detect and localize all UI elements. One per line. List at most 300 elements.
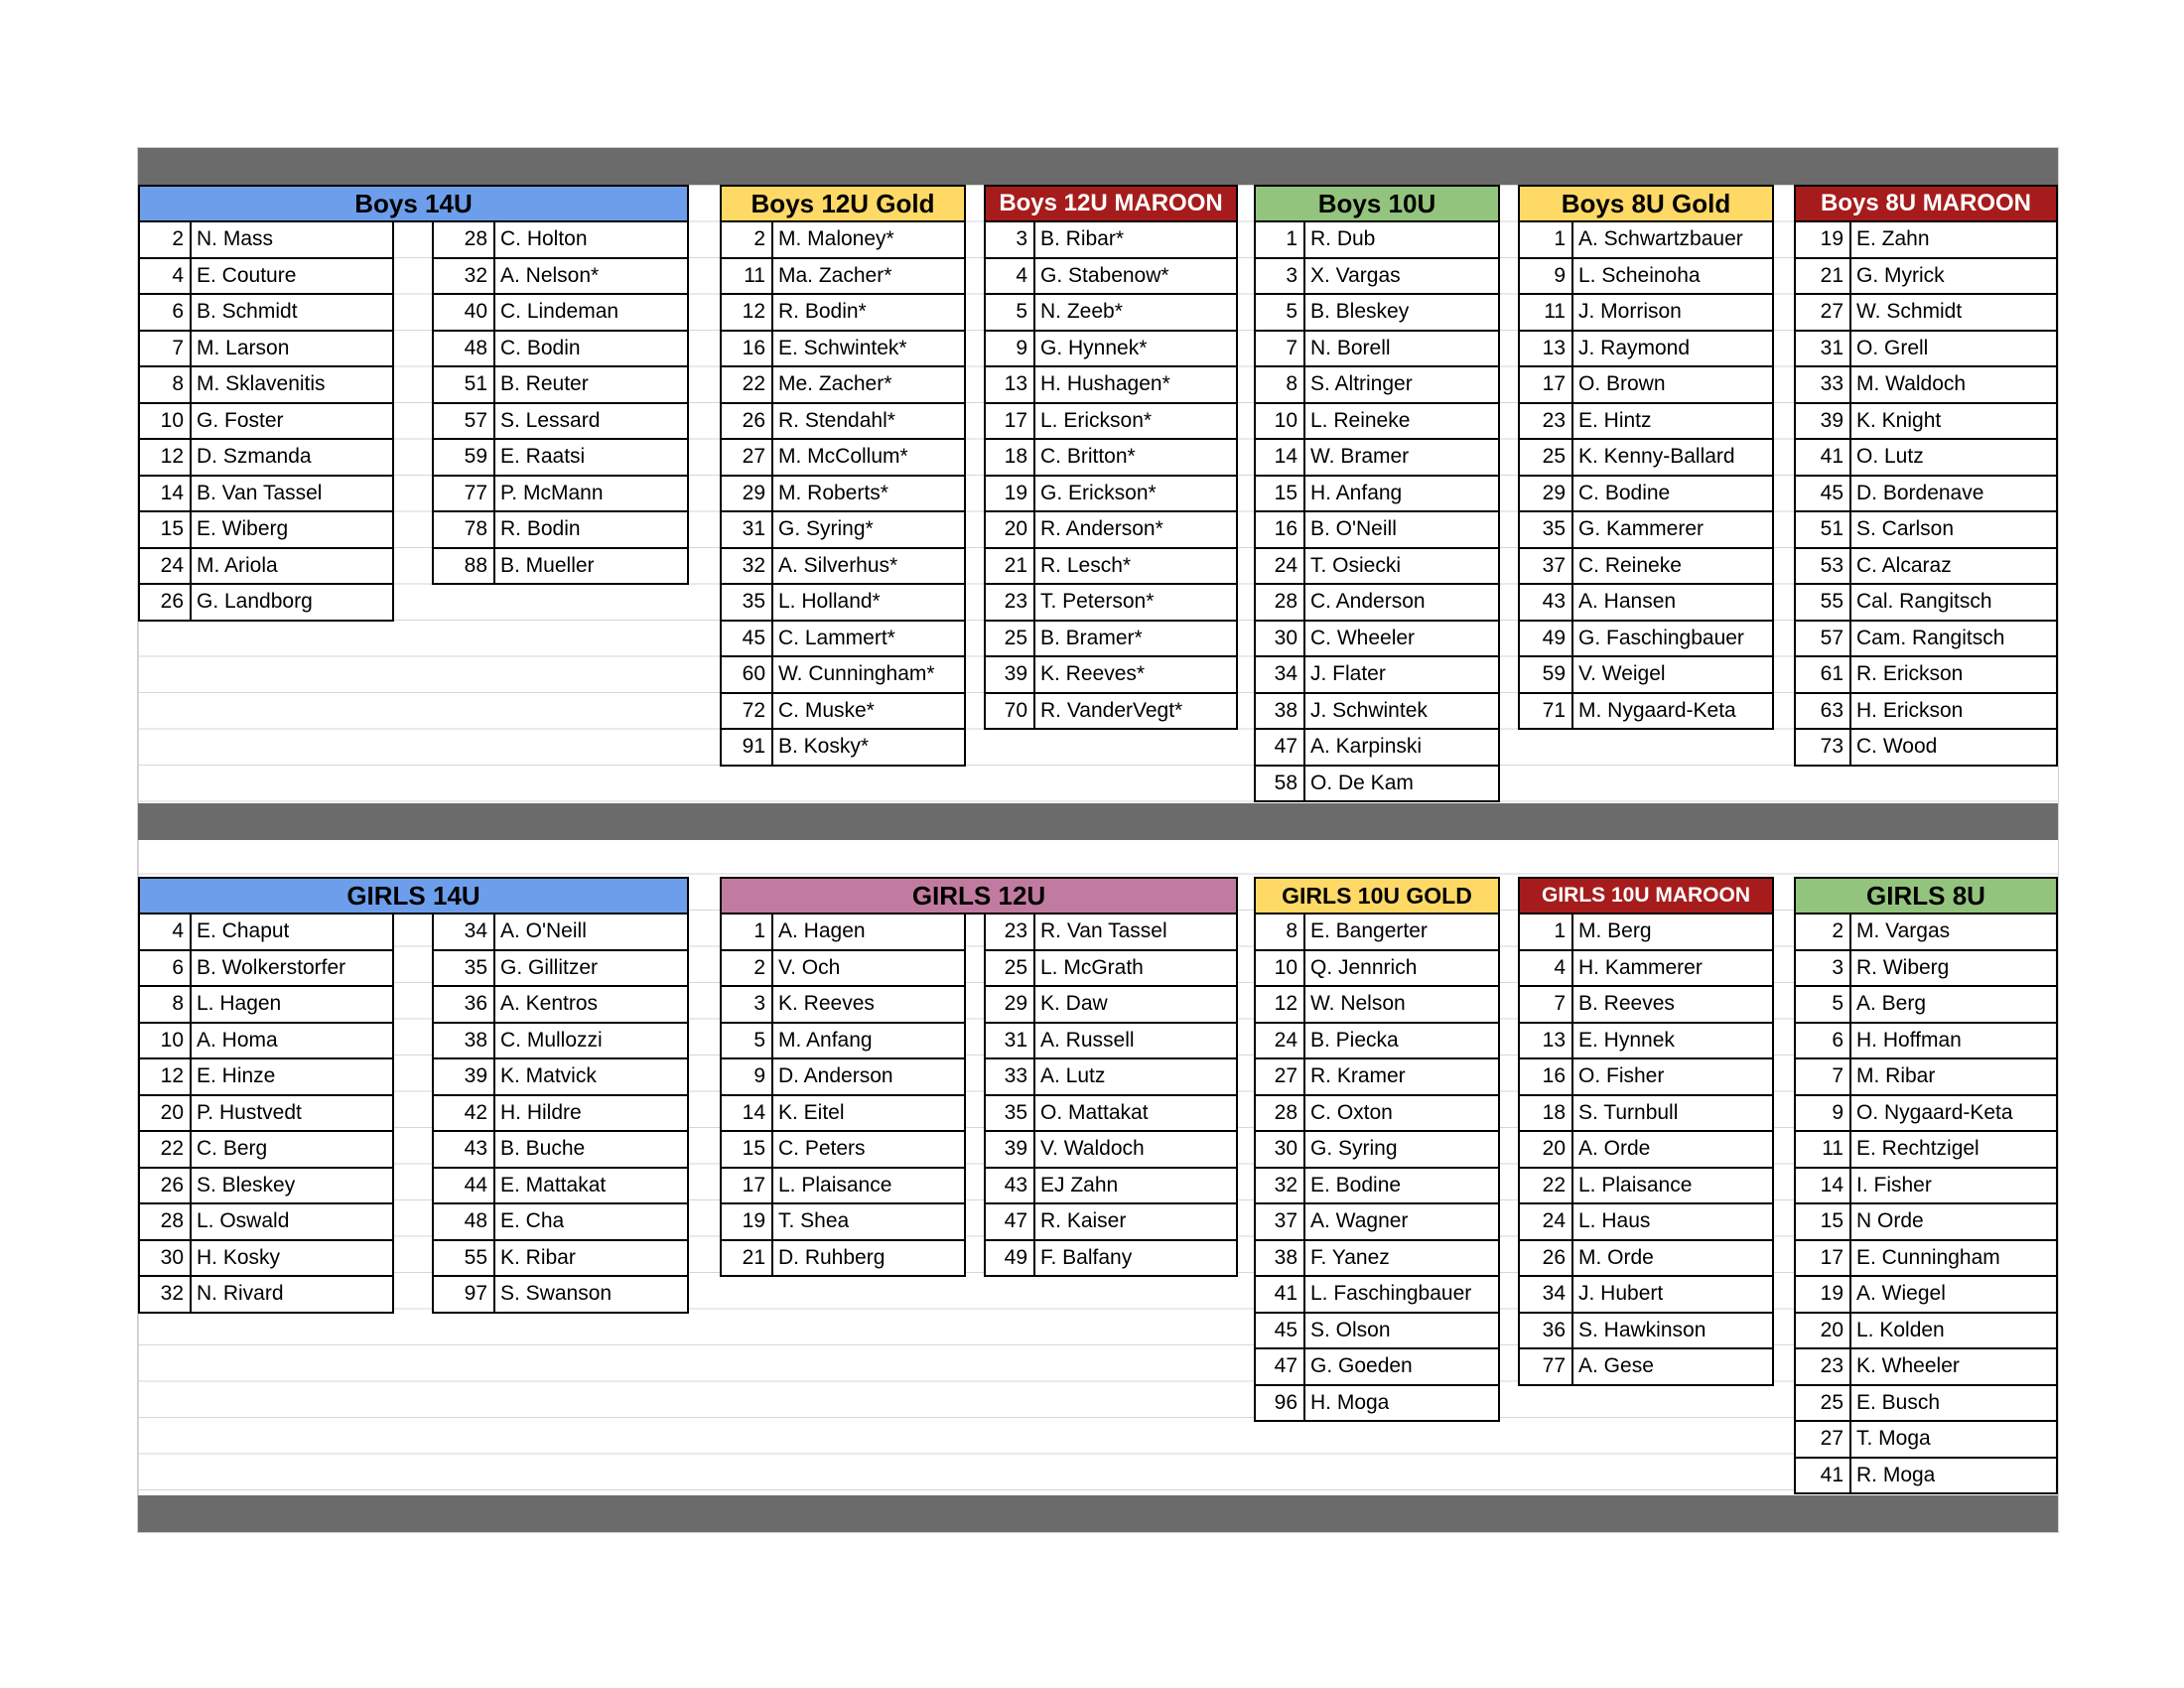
roster-column [138,914,394,1314]
jersey-number: 25 [1796,1386,1851,1421]
player-name: G. Kammerer [1578,517,1705,540]
player-name: C. Alcaraz [1856,553,1952,577]
player-name: R. Kramer [1310,1064,1406,1087]
jersey-number: 43 [1520,585,1573,620]
player-name: B. Bramer* [1040,626,1143,649]
player-name: O. Fisher [1578,1064,1665,1087]
jersey-number: 20 [140,1096,192,1131]
player-name: L. Erickson* [1040,408,1153,432]
jersey-number: 22 [722,367,773,402]
player-name: R. Anderson* [1040,517,1163,540]
player-name: C. Muske* [778,698,875,722]
roster-row [432,1277,689,1314]
roster-row [1794,477,2058,513]
roster-row [1518,440,1774,477]
jersey-number: 41 [1796,440,1851,475]
jersey-number: 35 [722,585,773,620]
jersey-number: 24 [140,549,192,584]
jersey-number: 31 [1796,332,1851,366]
roster-row [720,367,966,404]
player-name: E. Raatsi [500,445,586,468]
jersey-number: 51 [434,367,495,402]
player-name: E. Rechtzigel [1856,1137,1979,1160]
player-name: F. Yanez [1310,1245,1390,1269]
jersey-number: 31 [722,512,773,547]
player-name: S. Altringer [1310,372,1413,395]
roster-row [720,585,966,622]
player-name: C. Lammert* [778,626,895,649]
roster-row [1254,1059,1500,1096]
roster-row [1794,1059,2058,1096]
player-name: A. Schwartzbauer [1578,227,1743,250]
roster-row [720,1241,966,1278]
player-name: D. Ruhberg [778,1245,886,1269]
roster-row [432,1169,689,1205]
jersey-number: 73 [1796,730,1851,765]
roster-row [432,295,689,332]
roster-row [1794,585,2058,622]
player-name: S. Turnbull [1578,1100,1679,1124]
roster-row [432,512,689,549]
player-name: A. Wiegel [1856,1282,1946,1305]
roster-row [1794,404,2058,441]
jersey-number: 59 [1520,657,1573,692]
player-name: G. Stabenow* [1040,263,1169,287]
roster-row [1794,951,2058,988]
jersey-number: 9 [1520,259,1573,294]
player-name: B. Bleskey [1310,300,1410,323]
jersey-number: 27 [1796,295,1851,330]
roster-row [432,987,689,1024]
player-name: H. Hoffman [1856,1028,1962,1052]
player-name: G. Landborg [197,590,313,613]
player-name: F. Balfany [1040,1245,1133,1269]
player-name: Ma. Zacher* [778,263,892,287]
player-name: B. Buche [500,1137,586,1160]
jersey-number: 28 [434,222,495,257]
jersey-number: 25 [986,622,1035,656]
team-title: GIRLS 14U [138,877,689,914]
roster-row [138,440,394,477]
roster-row [1794,622,2058,658]
jersey-number: 44 [434,1169,495,1203]
roster-row [984,914,1238,951]
player-name: C. Lindeman [500,300,619,323]
jersey-number: 16 [1256,512,1305,547]
roster-row [1518,951,1774,988]
roster-row [432,1096,689,1133]
jersey-number: 18 [1520,1096,1573,1131]
player-name: G. Syring [1310,1137,1398,1160]
player-name: L. McGrath [1040,955,1144,979]
player-name: H. Anfang [1310,481,1403,504]
roster-row [138,951,394,988]
jersey-number: 17 [1796,1241,1851,1276]
player-name: Me. Zacher* [778,372,892,395]
jersey-number: 26 [140,1169,192,1203]
jersey-number: 47 [1256,730,1305,765]
jersey-number: 30 [1256,1132,1305,1167]
player-name: E. Hynnek [1578,1028,1675,1052]
player-name: M. McCollum* [778,445,908,468]
jersey-number: 23 [986,585,1035,620]
roster-row [720,259,966,296]
roster-row [1518,657,1774,694]
jersey-number: 35 [1520,512,1573,547]
roster-row [1794,694,2058,731]
player-name: O. De Kam [1310,771,1414,794]
player-name: R. Bodin* [778,300,867,323]
jersey-number: 7 [140,332,192,366]
player-name: E. Mattakat [500,1173,607,1196]
roster-row [138,295,394,332]
player-name: A. Karpinski [1310,735,1423,758]
jersey-number: 22 [1520,1169,1573,1203]
team-title: Boys 8U Gold [1518,185,1774,222]
roster-row [138,332,394,368]
team-title: GIRLS 10U GOLD [1254,877,1500,914]
roster-row [1518,222,1774,259]
jersey-number: 20 [1796,1314,1851,1348]
jersey-number: 8 [140,367,192,402]
player-name: C. Peters [778,1137,866,1160]
roster-row [1254,549,1500,586]
player-name: J. Flater [1310,662,1386,685]
roster-row [1518,914,1774,951]
roster-row [1254,440,1500,477]
player-name: H. Kammerer [1578,955,1703,979]
roster-row [1254,332,1500,368]
jersey-number: 32 [722,549,773,584]
player-name: W. Bramer [1310,445,1410,468]
roster-sheet [137,147,2059,1533]
roster-row [1254,914,1500,951]
roster-row [720,295,966,332]
team-title: GIRLS 10U MAROON [1518,877,1774,914]
roster-row [1254,767,1500,803]
roster-row [1794,1169,2058,1205]
roster-row [720,657,966,694]
jersey-number: 47 [986,1204,1035,1239]
jersey-number: 55 [434,1241,495,1276]
roster-row [720,1059,966,1096]
player-name: G. Syring* [778,517,874,540]
jersey-number: 21 [722,1241,773,1276]
player-name: A. Wagner [1310,1209,1409,1232]
roster-row [1794,657,2058,694]
jersey-number: 24 [1256,549,1305,584]
roster-row [1518,1096,1774,1133]
player-name: V. Waldoch [1040,1137,1145,1160]
roster-row [720,222,966,259]
player-name: B. Mueller [500,553,595,577]
jersey-number: 39 [434,1059,495,1094]
roster-column [1794,222,2058,767]
jersey-number: 34 [434,914,495,949]
player-name: M. Maloney* [778,227,894,250]
player-name: M. Ribar [1856,1064,1936,1087]
player-name: E. Wiberg [197,517,289,540]
jersey-number: 4 [986,259,1035,294]
player-name: G. Goeden [1310,1354,1413,1377]
roster-row [984,367,1238,404]
roster-row [984,259,1238,296]
jersey-number: 27 [1256,1059,1305,1094]
roster-row [432,1204,689,1241]
jersey-number: 3 [722,987,773,1022]
roster-row [720,549,966,586]
player-name: R. VanderVegt* [1040,698,1183,722]
roster-row [432,951,689,988]
player-name: K. Reeves [778,992,875,1015]
player-name: B. Schmidt [197,300,298,323]
roster-row [1518,1169,1774,1205]
player-name: H. Hushagen* [1040,372,1170,395]
roster-row [138,367,394,404]
team-title: Boys 10U [1254,185,1500,222]
player-name: L. Scheinoha [1578,263,1701,287]
player-name: Q. Jennrich [1310,955,1418,979]
player-name: L. Faschingbauer [1310,1282,1472,1305]
roster-row [138,1277,394,1314]
roster-row [720,622,966,658]
player-name: A. Orde [1578,1137,1651,1160]
player-name: C. Berg [197,1137,268,1160]
roster-row [1518,1059,1774,1096]
player-name: L. Haus [1578,1209,1651,1232]
roster-row [984,657,1238,694]
player-name: G. Foster [197,408,284,432]
jersey-number: 19 [986,477,1035,511]
player-name: E. Chaput [197,919,290,942]
player-name: R. Kaiser [1040,1209,1127,1232]
roster-row [720,1024,966,1060]
roster-row [984,694,1238,731]
roster-row [432,332,689,368]
jersey-number: 32 [140,1277,192,1312]
player-name: C. Mullozzi [500,1028,603,1052]
roster-row [138,404,394,441]
roster-row [1518,1024,1774,1060]
roster-row [720,440,966,477]
roster-row [1518,694,1774,731]
jersey-number: 77 [1520,1349,1573,1384]
roster-row [984,1241,1238,1278]
player-name: A. Silverhus* [778,553,898,577]
jersey-number: 26 [722,404,773,439]
roster-row [138,1204,394,1241]
jersey-number: 3 [1256,259,1305,294]
jersey-number: 25 [986,951,1035,986]
player-name: C. Holton [500,227,588,250]
jersey-number: 23 [1520,404,1573,439]
player-name: A. Berg [1856,992,1927,1015]
player-name: C. Bodine [1578,481,1671,504]
jersey-number: 22 [140,1132,192,1167]
jersey-number: 15 [1256,477,1305,511]
team-title: Boys 12U MAROON [984,185,1238,222]
player-name: J. Schwintek [1310,698,1428,722]
player-name: K. Kenny-Ballard [1578,445,1735,468]
roster-row [1518,1349,1774,1386]
roster-row [720,332,966,368]
roster-row [1254,512,1500,549]
roster-row [138,1059,394,1096]
roster-row [432,914,689,951]
player-name: K. Matvick [500,1064,597,1087]
roster-row [432,477,689,513]
roster-row [720,477,966,513]
roster-row [984,622,1238,658]
roster-row [1254,477,1500,513]
player-name: O. Brown [1578,372,1666,395]
roster-row [1518,1132,1774,1169]
player-name: W. Nelson [1310,992,1406,1015]
jersey-number: 28 [140,1204,192,1239]
player-name: J. Raymond [1578,336,1691,359]
jersey-number: 4 [140,914,192,949]
jersey-number: 32 [434,259,495,294]
player-name: E. Zahn [1856,227,1930,250]
bottom-band [138,1495,2058,1532]
jersey-number: 41 [1256,1277,1305,1312]
roster-row [1254,657,1500,694]
jersey-number: 12 [1256,987,1305,1022]
player-name: G. Hynnek* [1040,336,1148,359]
player-name: G. Faschingbauer [1578,626,1744,649]
jersey-number: 19 [1796,222,1851,257]
roster-row [984,332,1238,368]
jersey-number: 30 [1256,622,1305,656]
player-name: T. Moga [1856,1427,1931,1450]
jersey-number: 9 [1796,1096,1851,1131]
player-name: T. Shea [778,1209,850,1232]
jersey-number: 17 [1520,367,1573,402]
jersey-number: 21 [986,549,1035,584]
top-band [138,148,2058,185]
player-name: E. Cunningham [1856,1245,2000,1269]
player-name: E. Busch [1856,1390,1941,1414]
player-name: Cal. Rangitsch [1856,590,1992,613]
jersey-number: 26 [140,585,192,620]
roster-row [984,440,1238,477]
player-name: P. Hustvedt [197,1100,302,1124]
player-name: C. Wheeler [1310,626,1416,649]
jersey-number: 15 [722,1132,773,1167]
roster-row [138,1241,394,1278]
player-name: H. Hildre [500,1100,582,1124]
roster-row [138,512,394,549]
roster-row [1518,477,1774,513]
jersey-number: 5 [1256,295,1305,330]
player-name: E. Bodine [1310,1173,1402,1196]
player-name: A. Homa [197,1028,278,1052]
jersey-number: 23 [1796,1349,1851,1384]
jersey-number: 12 [140,440,192,475]
roster-row [720,512,966,549]
jersey-number: 25 [1520,440,1573,475]
player-name: D. Bordenave [1856,481,1984,504]
jersey-number: 8 [140,987,192,1022]
jersey-number: 29 [986,987,1035,1022]
player-name: K. Daw [1040,992,1108,1015]
player-name: M. Sklavenitis [197,372,326,395]
roster-row [984,1096,1238,1133]
jersey-number: 63 [1796,694,1851,729]
jersey-number: 10 [140,404,192,439]
roster-row [1254,295,1500,332]
jersey-number: 96 [1256,1386,1305,1421]
jersey-number: 32 [1256,1169,1305,1203]
player-name: T. Osiecki [1310,553,1402,577]
player-name: E. Cha [500,1209,565,1232]
roster-row [720,951,966,988]
roster-row [1794,987,2058,1024]
jersey-number: 33 [1796,367,1851,402]
player-name: L. Kolden [1856,1318,1945,1341]
roster-row [984,951,1238,988]
player-name: S. Olson [1310,1318,1391,1341]
roster-row [138,259,394,296]
jersey-number: 37 [1256,1204,1305,1239]
roster-row [1518,585,1774,622]
roster-row [720,1204,966,1241]
roster-row [1794,730,2058,767]
jersey-number: 14 [1256,440,1305,475]
player-name: C. Oxton [1310,1100,1393,1124]
roster-row [984,1132,1238,1169]
jersey-number: 18 [986,440,1035,475]
roster-row [1794,1459,2058,1495]
player-name: M. Vargas [1856,919,1951,942]
jersey-number: 15 [1796,1204,1851,1239]
jersey-number: 3 [986,222,1035,257]
player-name: M. Ariola [197,553,278,577]
jersey-number: 28 [1256,1096,1305,1131]
roster-row [1254,259,1500,296]
player-name: I. Fisher [1856,1173,1932,1196]
player-name: H. Moga [1310,1390,1390,1414]
player-name: K. Eitel [778,1100,845,1124]
roster-row [1794,259,2058,296]
roster-row [1254,1132,1500,1169]
player-name: K. Ribar [500,1245,576,1269]
jersey-number: 16 [1520,1059,1573,1094]
player-name: W. Cunningham* [778,662,935,685]
roster-row [1794,1132,2058,1169]
roster-column [1518,222,1774,730]
player-name: R. Stendahl* [778,408,895,432]
roster-row [984,222,1238,259]
player-name: L. Plaisance [778,1173,892,1196]
roster-row [138,1096,394,1133]
jersey-number: 41 [1796,1459,1851,1493]
player-name: M. Berg [1578,919,1652,942]
player-name: R. Erickson [1856,662,1964,685]
jersey-number: 13 [986,367,1035,402]
roster-row [1254,1096,1500,1133]
player-name: L. Plaisance [1578,1173,1693,1196]
roster-row [1794,295,2058,332]
player-name: R. Lesch* [1040,553,1132,577]
roster-column [1794,914,2058,1494]
jersey-number: 35 [434,951,495,986]
jersey-number: 45 [1256,1314,1305,1348]
player-name: C. Wood [1856,735,1938,758]
jersey-number: 24 [1256,1024,1305,1058]
jersey-number: 39 [986,1132,1035,1167]
roster-row [138,549,394,586]
